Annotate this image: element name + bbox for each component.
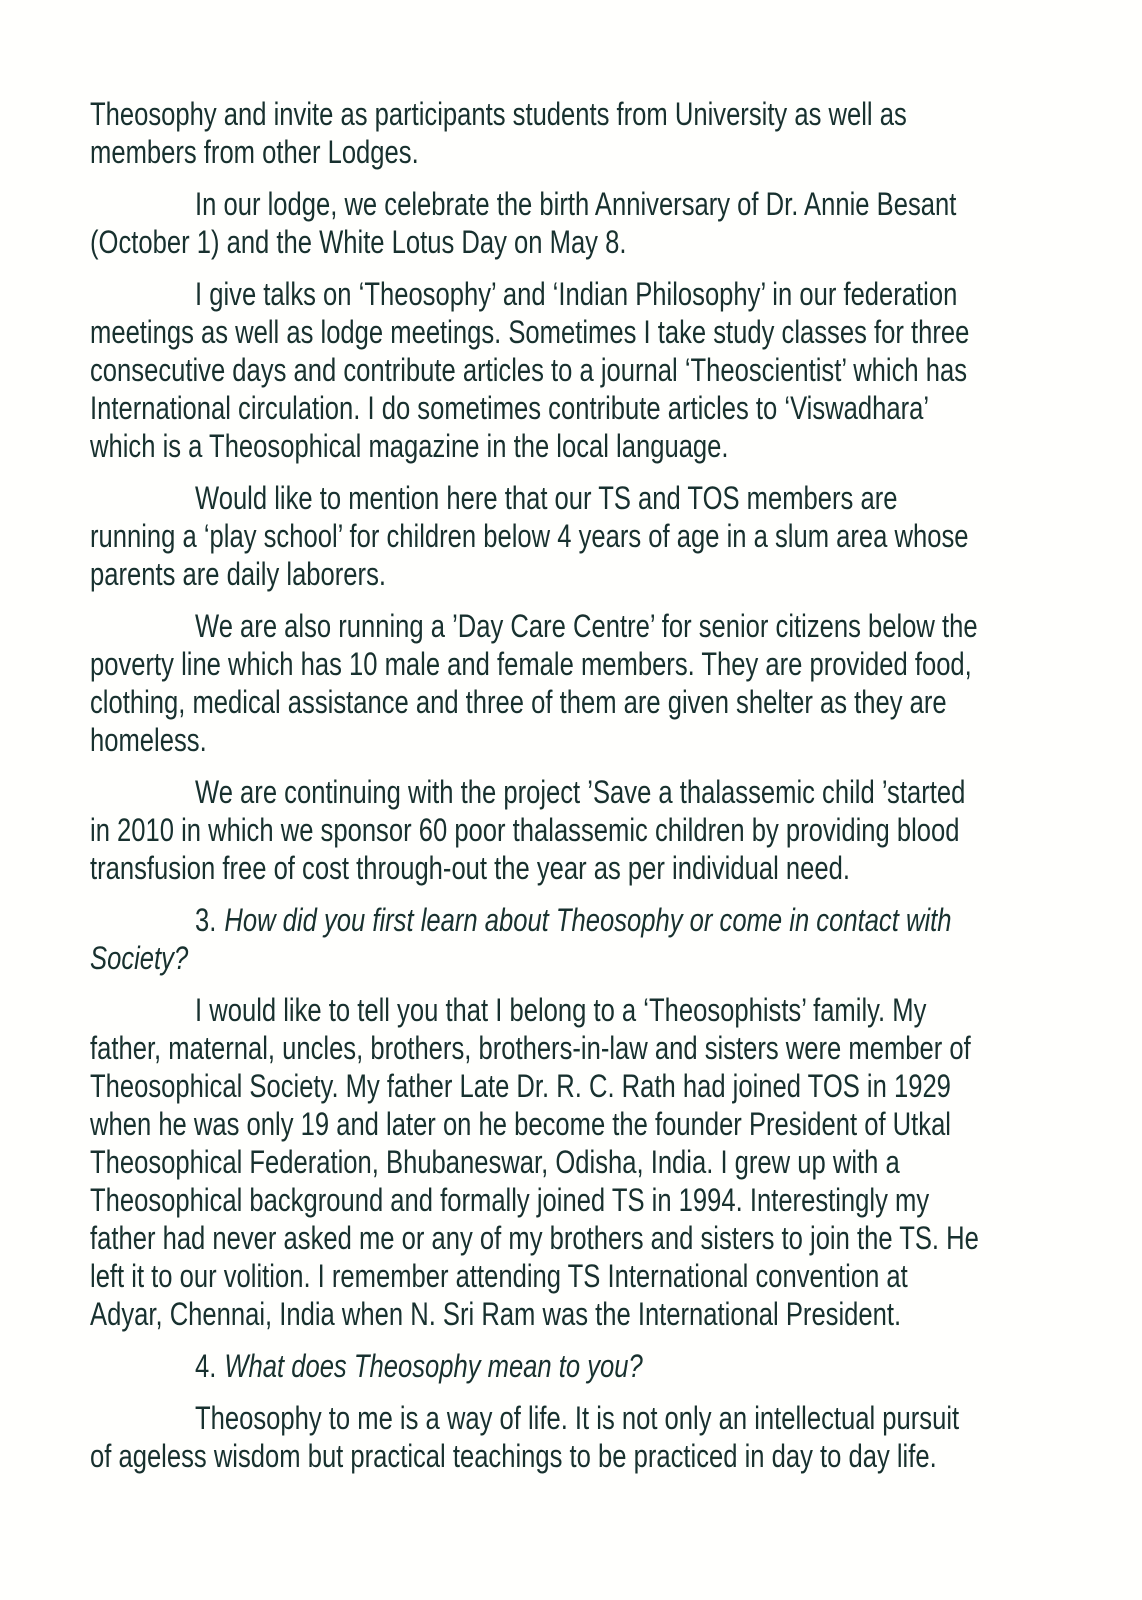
text-line: father, maternal, uncles, brothers, brothers-in-law and sisters were member of [90, 1030, 971, 1066]
text-line: Theosophy to me is a way of life. It is not only an intellectual pursuit [195, 1400, 960, 1436]
question-paragraph [90, 901, 1070, 977]
text-line: members from other Lodges. [90, 134, 419, 170]
text-line: Theosophical background and formally joined TS in 1994. Interestingly my [90, 1182, 930, 1218]
text-line: Theosophical Society. My father Late Dr. R. C. Rath had joined TOS in 1929 [90, 1068, 951, 1104]
text-line: We are continuing with the project ’Save a thalassemic child ’started [195, 774, 966, 810]
document-body [90, 95, 1070, 1475]
paragraph [90, 991, 1070, 1333]
paragraph [90, 1399, 1070, 1475]
text-line: Theosophy and invite as participants students from University as well as [90, 96, 907, 132]
text-line: which is a Theosophical magazine in the local language. [90, 428, 729, 464]
text-line: I give talks on ‘Theosophy’ and ‘Indian Philosophy’ in our federation [195, 276, 958, 312]
text-line: father had never asked me or any of my brothers and sisters to join the TS. He [90, 1220, 979, 1256]
paragraph [90, 185, 1070, 261]
text-line: transfusion free of cost through-out the year as per individual need. [90, 850, 850, 886]
text-line: left it to our volition. I remember attending TS International convention at [90, 1258, 908, 1294]
text-line: homeless. [90, 722, 207, 758]
text-line: meetings as well as lodge meetings. Sometimes I take study classes for three [90, 314, 970, 350]
paragraph [90, 773, 1070, 887]
text-line: poverty line which has 10 male and female members. They are provided food, [90, 646, 972, 682]
text-line: of ageless wisdom but practical teachings to be practiced in day to day life. [90, 1438, 937, 1474]
text-line: consecutive days and contribute articles to a journal ‘Theoscientist’ which has [90, 352, 968, 388]
text-line: International circulation. I do sometimes contribute articles to ‘Viswadhara’ [90, 390, 930, 426]
question-number: 3. [195, 902, 217, 938]
text-line: clothing, medical assistance and three of them are given shelter as they are [90, 684, 947, 720]
paragraph [90, 479, 1070, 593]
text-line: (October 1) and the White Lotus Day on May 8. [90, 224, 627, 260]
paragraph [90, 275, 1070, 465]
text-line: I would like to tell you that I belong to a ‘Theosophists’ family. My [195, 992, 927, 1028]
text-line: Theosophical Federation, Bhubaneswar, Odisha, India. I grew up with a [90, 1144, 900, 1180]
question-paragraph [90, 1347, 1070, 1385]
question-text: How did you first learn about Theosophy or come in contact with [224, 902, 952, 938]
text-line: parents are daily laborers. [90, 556, 386, 592]
question-text: Society? [90, 940, 189, 976]
paragraph [90, 95, 1070, 171]
text-line: Adyar, Chennai, India when N. Sri Ram was the International President. [90, 1296, 902, 1332]
paragraph [90, 607, 1070, 759]
question-text: What does Theosophy mean to you? [224, 1348, 643, 1384]
text-line [90, 939, 1070, 977]
text-line: Would like to mention here that our TS and TOS members are [195, 480, 898, 516]
text-line: running a ‘play school’ for children below 4 years of age in a slum area whose [90, 518, 969, 554]
text-line: in 2010 in which we sponsor 60 poor thalassemic children by providing blood [90, 812, 960, 848]
text-line [90, 1347, 1070, 1385]
text-line: In our lodge, we celebrate the birth Anniversary of Dr. Annie Besant [195, 186, 957, 222]
text-line: when he was only 19 and later on he become the founder President of Utkal [90, 1106, 951, 1142]
text-line: We are also running a ’Day Care Centre’ for senior citizens below the [195, 608, 978, 644]
question-number: 4. [195, 1348, 217, 1384]
text-line [90, 901, 1070, 939]
